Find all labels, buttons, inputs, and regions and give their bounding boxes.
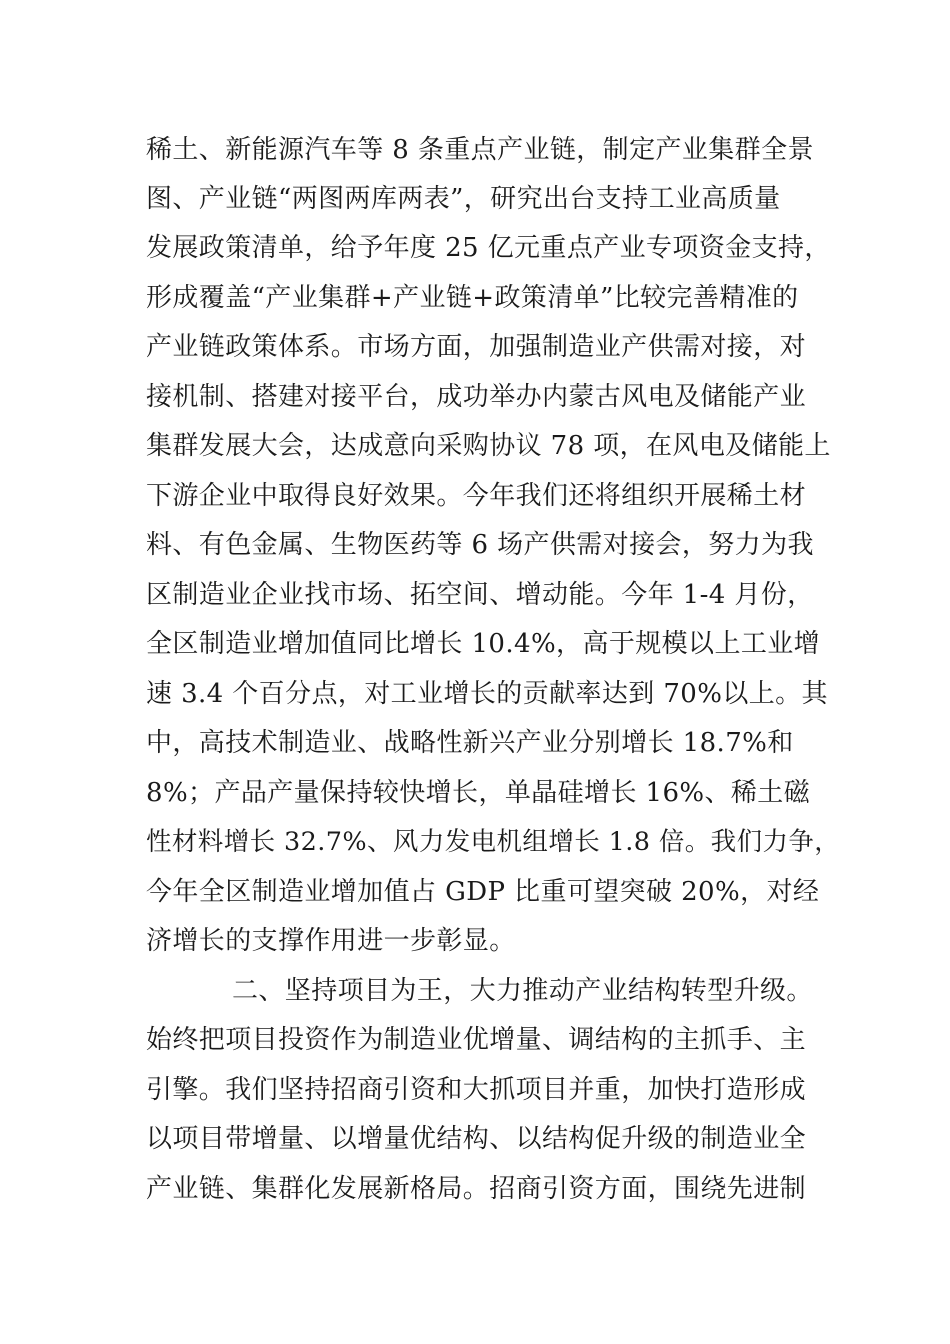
text-line: 发展政策清单，给予年度 25 亿元重点产业专项资金支持， bbox=[146, 233, 831, 263]
text-line: 图、产业链“两图两库两表”，研究出台支持工业高质量 bbox=[146, 184, 781, 214]
text-line: 接机制、搭建对接平台，成功举办内蒙古风电及储能产业 bbox=[146, 382, 807, 412]
text-line: 形成覆盖“产业集群+产业链+政策清单”比较完善精准的 bbox=[146, 283, 799, 313]
text-line: 料、有色金属、生物医药等 6 场产供需对接会，努力为我 bbox=[146, 530, 814, 560]
text-line: 下游企业中取得良好效果。今年我们还将组织开展稀土材 bbox=[146, 481, 807, 511]
text-line: 速 3.4 个百分点，对工业增长的贡献率达到 70%以上。其 bbox=[146, 679, 828, 709]
text-line: 中，高技术制造业、战略性新兴产业分别增长 18.7%和 bbox=[146, 728, 794, 758]
text-line: 以项目带增量、以增量优结构、以结构促升级的制造业全 bbox=[146, 1124, 807, 1154]
text-line: 性材料增长 32.7%、风力发电机组增长 1.8 倍。我们力争， bbox=[146, 827, 841, 857]
text-line: 集群发展大会，达成意向采购协议 78 项，在风电及储能上 bbox=[146, 431, 831, 461]
text-line: 济增长的支撑作用进一步彰显。 bbox=[146, 926, 516, 956]
text-line: 稀土、新能源汽车等 8 条重点产业链，制定产业集群全景 bbox=[146, 135, 814, 165]
text-line: 8%；产品产量保持较快增长，单晶硅增长 16%、稀土磁 bbox=[146, 778, 811, 808]
text-line: 产业链政策体系。市场方面，加强制造业产供需对接，对 bbox=[146, 332, 807, 362]
text-line: 区制造业企业找市场、拓空间、增动能。今年 1-4 月份， bbox=[146, 580, 814, 610]
section-heading: 二、坚持项目为王，大力推动产业结构转型升级。 bbox=[232, 976, 813, 1006]
text-line: 今年全区制造业增加值占 GDP 比重可望突破 20%，对经 bbox=[146, 877, 820, 907]
text-line: 产业链、集群化发展新格局。招商引资方面，围绕先进制 bbox=[146, 1174, 807, 1204]
text-line: 全区制造业增加值同比增长 10.4%，高于规模以上工业增 bbox=[146, 629, 821, 659]
text-line: 始终把项目投资作为制造业优增量、调结构的主抓手、主 bbox=[146, 1025, 807, 1055]
text-line: 引擎。我们坚持招商引资和大抓项目并重，加快打造形成 bbox=[146, 1075, 807, 1105]
